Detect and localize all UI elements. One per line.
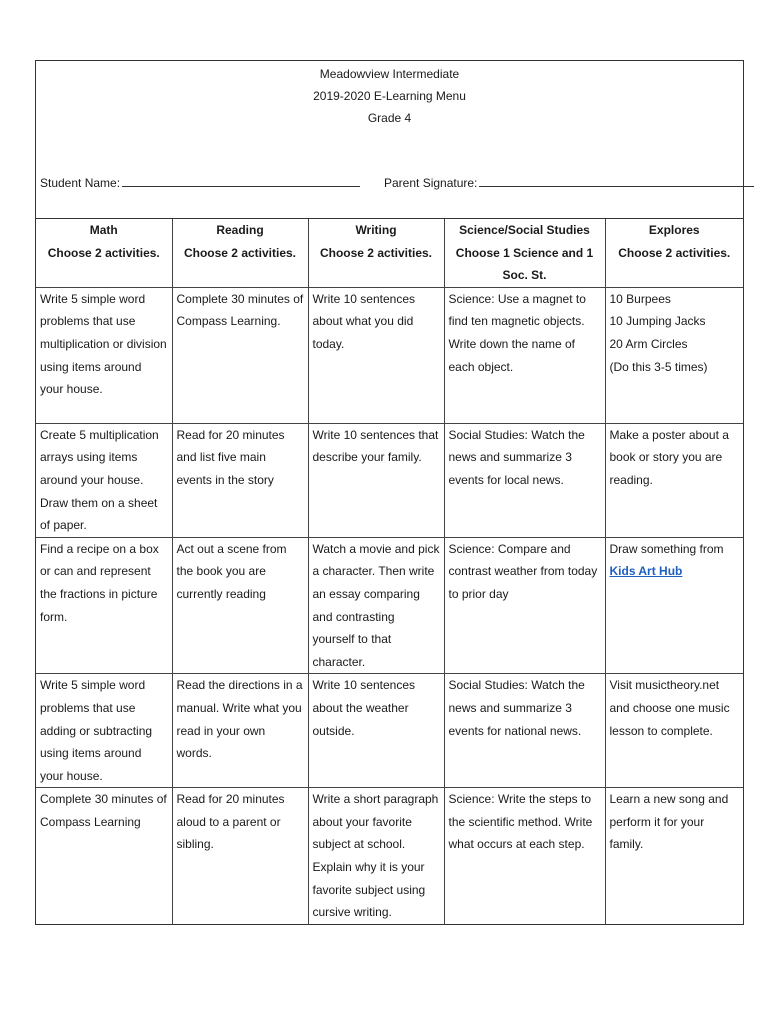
column-subject: Explores — [648, 223, 700, 237]
menu-title: 2019-2020 E-Learning Menu — [313, 89, 466, 103]
science-cell: Science: Compare and contrast weather from today to prior day — [444, 537, 605, 674]
column-header-science-social-studies — [444, 219, 605, 287]
parent-signature-label: Parent Signature: — [384, 176, 478, 190]
explores-cell: Make a poster about a book or story you are reading. — [605, 423, 743, 537]
science-cell: Social Studies: Watch the news and summarize 3 events for local news. — [444, 423, 605, 537]
explores-cell — [605, 537, 743, 674]
writing-cell: Write 10 sentences about the weather outside. — [308, 674, 444, 788]
parent-signature-field[interactable] — [384, 175, 754, 190]
column-header-math — [36, 219, 172, 287]
student-name-blank[interactable] — [122, 175, 360, 187]
column-instruction: Choose 2 activities. — [47, 245, 160, 260]
table-header-row — [36, 219, 743, 287]
column-subject: Writing — [355, 223, 397, 237]
science-cell: Social Studies: Watch the news and summarize 3 events for national news. — [444, 674, 605, 788]
column-header-explores — [605, 219, 743, 287]
writing-cell: Write 10 sentences about what you did today. — [308, 287, 444, 423]
table-row — [36, 788, 743, 924]
table-row — [36, 674, 743, 788]
column-subject: Science/Social Studies — [459, 223, 590, 237]
e-learning-menu-document — [35, 60, 744, 925]
explores-text: Draw something from — [609, 541, 724, 556]
math-cell: Write 5 simple word problems that use multiplication or division using items around your house. — [36, 287, 172, 423]
column-instruction: Choose 2 activities. — [183, 245, 297, 260]
school-name: Meadowview Intermediate — [319, 67, 460, 81]
explores-cell — [605, 287, 743, 423]
math-cell: Write 5 simple word problems that use adding or subtracting using items around your house. — [36, 674, 172, 788]
reading-cell: Act out a scene from the book you are currently reading — [172, 537, 308, 674]
student-name-label: Student Name: — [40, 176, 121, 190]
student-name-field[interactable] — [40, 175, 360, 190]
science-cell: Science: Use a magnet to find ten magnetic objects. Write down the name of each object. — [444, 287, 605, 423]
table-row — [36, 537, 743, 674]
explores-line: 10 Burpees — [609, 291, 671, 306]
column-instruction: Choose 2 activities. — [618, 245, 731, 260]
column-header-writing — [308, 219, 444, 287]
table-row — [36, 287, 743, 423]
explores-line: (Do this 3-5 times) — [609, 359, 708, 374]
title-block — [36, 61, 743, 129]
column-instruction: Choose 1 Science and 1 Soc. St. — [455, 245, 594, 283]
reading-cell: Read the directions in a manual. Write what you read in your own words. — [172, 674, 308, 788]
reading-cell: Complete 30 minutes of Compass Learning. — [172, 287, 308, 423]
parent-signature-blank[interactable] — [479, 175, 754, 187]
writing-cell: Watch a movie and pick a character. Then write an essay comparing and contrasting yourself to that character. — [308, 537, 444, 674]
column-subject: Reading — [216, 223, 264, 237]
kids-art-hub-link[interactable]: Kids Art Hub — [609, 564, 683, 579]
column-header-reading — [172, 219, 308, 287]
writing-cell: Write a short paragraph about your favorite subject at school. Explain why it is your favorite subject using cursive writing. — [308, 788, 444, 924]
signature-row — [40, 175, 739, 195]
table-row — [36, 423, 743, 537]
explores-cell: Visit musictheory.net and choose one music lesson to complete. — [605, 674, 743, 788]
reading-cell: Read for 20 minutes and list five main events in the story — [172, 423, 308, 537]
science-cell: Science: Write the steps to the scientific method. Write what occurs at each step. — [444, 788, 605, 924]
reading-cell: Read for 20 minutes aloud to a parent or sibling. — [172, 788, 308, 924]
column-subject: Math — [89, 223, 118, 237]
grade-label: Grade 4 — [367, 111, 412, 125]
explores-line: 20 Arm Circles — [609, 336, 688, 351]
column-instruction: Choose 2 activities. — [319, 245, 433, 260]
math-cell: Create 5 multiplication arrays using items around your house. Draw them on a sheet of paper. — [36, 423, 172, 537]
math-cell: Complete 30 minutes of Compass Learning — [36, 788, 172, 924]
document-header — [36, 61, 743, 219]
explores-line: 10 Jumping Jacks — [609, 314, 706, 329]
activity-menu-table — [36, 219, 743, 924]
writing-cell: Write 10 sentences that describe your family. — [308, 423, 444, 537]
explores-cell: Learn a new song and perform it for your family. — [605, 788, 743, 924]
math-cell: Find a recipe on a box or can and represent the fractions in picture form. — [36, 537, 172, 674]
